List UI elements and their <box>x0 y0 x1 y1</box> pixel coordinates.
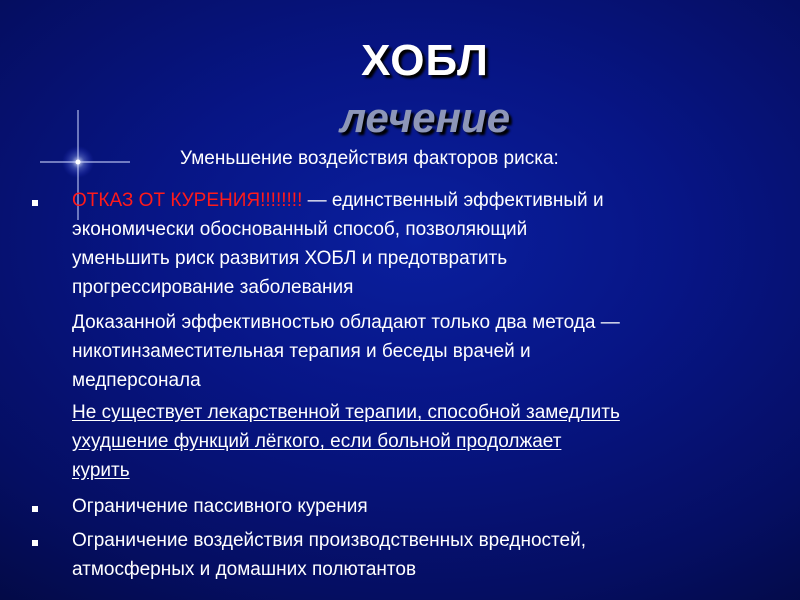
hyperlink-line[interactable]: ухудшение функций лёгкого, если больной продолжает <box>72 431 562 452</box>
slide-title: ХОБЛ <box>361 36 489 85</box>
list-item-line: Ограничение воздействия производственных вредностей, <box>72 530 586 551</box>
slide-subtitle: лечение <box>339 94 511 141</box>
intro-text: Уменьшение воздействия факторов риска: <box>180 148 559 169</box>
bullet-marker <box>32 200 38 206</box>
highlight-text: ОТКАЗ ОТ КУРЕНИЯ!!!!!!!! <box>72 190 303 211</box>
list-item-text: — единственный эффективный и <box>302 190 604 211</box>
list-item-line: Ограничение пассивного курения <box>72 496 368 517</box>
list-item-passive-smoking <box>72 492 782 521</box>
list-item-line: медперсонала <box>72 370 201 391</box>
list-item-line: прогрессирование заболевания <box>72 277 354 298</box>
list-item-line <box>72 186 782 215</box>
list-item-line: никотинзаместительная терапия и беседы врачей и <box>72 341 531 362</box>
bullet-marker <box>32 540 38 546</box>
list-item-proven-methods <box>72 308 782 395</box>
hyperlink-line[interactable]: курить <box>72 460 130 481</box>
list-item-line: атмосферных и домашних полютантов <box>72 559 417 580</box>
list-item-line: Доказанной эффективностью обладают только два метода — <box>72 312 620 333</box>
list-item-line: уменьшить риск развития ХОБЛ и предотвратить <box>72 248 508 269</box>
hyperlink-line[interactable]: Не существует лекарственной терапии, способной замедлить <box>72 402 620 423</box>
list-item-no-drug-therapy <box>72 398 782 485</box>
list-item-line: экономически обоснованный способ, позволяющий <box>72 219 528 240</box>
list-item-smoking-cessation <box>72 186 782 302</box>
bullet-marker <box>32 506 38 512</box>
list-item-occupational-exposure <box>72 526 782 584</box>
